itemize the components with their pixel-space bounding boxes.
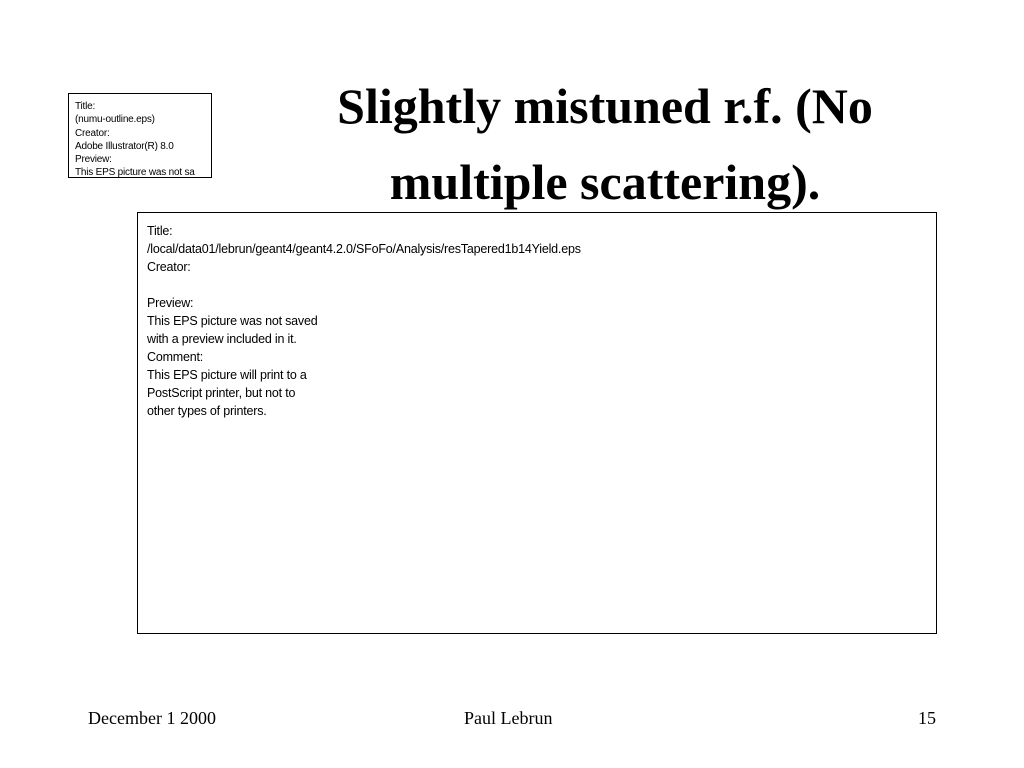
slide-title-line: multiple scattering). <box>389 154 821 210</box>
footer-author: Paul Lebrun <box>464 708 553 728</box>
eps-small-line: (numu-outline.eps) <box>75 114 155 126</box>
eps-large-line: Preview: <box>147 296 194 310</box>
eps-small-line: This EPS picture was not sa <box>75 167 195 178</box>
eps-small-line: Title: <box>75 101 96 112</box>
eps-large-line: /local/data01/lebrun/geant4/geant4.2.0/SFoFo/Analysis/resTapered1b14Yield.eps <box>147 242 581 256</box>
page-number: 15 <box>918 708 936 728</box>
eps-small-line: Creator: <box>75 127 110 139</box>
eps-large-line: This EPS picture will print to a <box>147 368 307 382</box>
eps-large-line: Comment: <box>147 350 204 364</box>
slide-title <box>240 68 970 220</box>
eps-large-line: Creator: <box>147 260 191 274</box>
eps-large-line: This EPS picture was not saved <box>147 314 318 328</box>
eps-large-line: with a preview included in it. <box>147 332 297 346</box>
footer-date: December 1 2000 <box>88 708 216 728</box>
eps-large-line: other types of printers. <box>147 404 267 418</box>
eps-large-line: Title: <box>147 224 173 238</box>
eps-placeholder-large <box>137 212 937 634</box>
slide-title-line: Slightly mistuned r.f. (No <box>337 78 873 134</box>
eps-small-line: Adobe Illustrator(R) 8.0 <box>75 140 174 152</box>
eps-large-line: PostScript printer, but not to <box>147 386 296 400</box>
eps-large-line <box>147 276 936 294</box>
eps-small-line: Preview: <box>75 154 112 166</box>
eps-placeholder-small <box>68 93 212 178</box>
